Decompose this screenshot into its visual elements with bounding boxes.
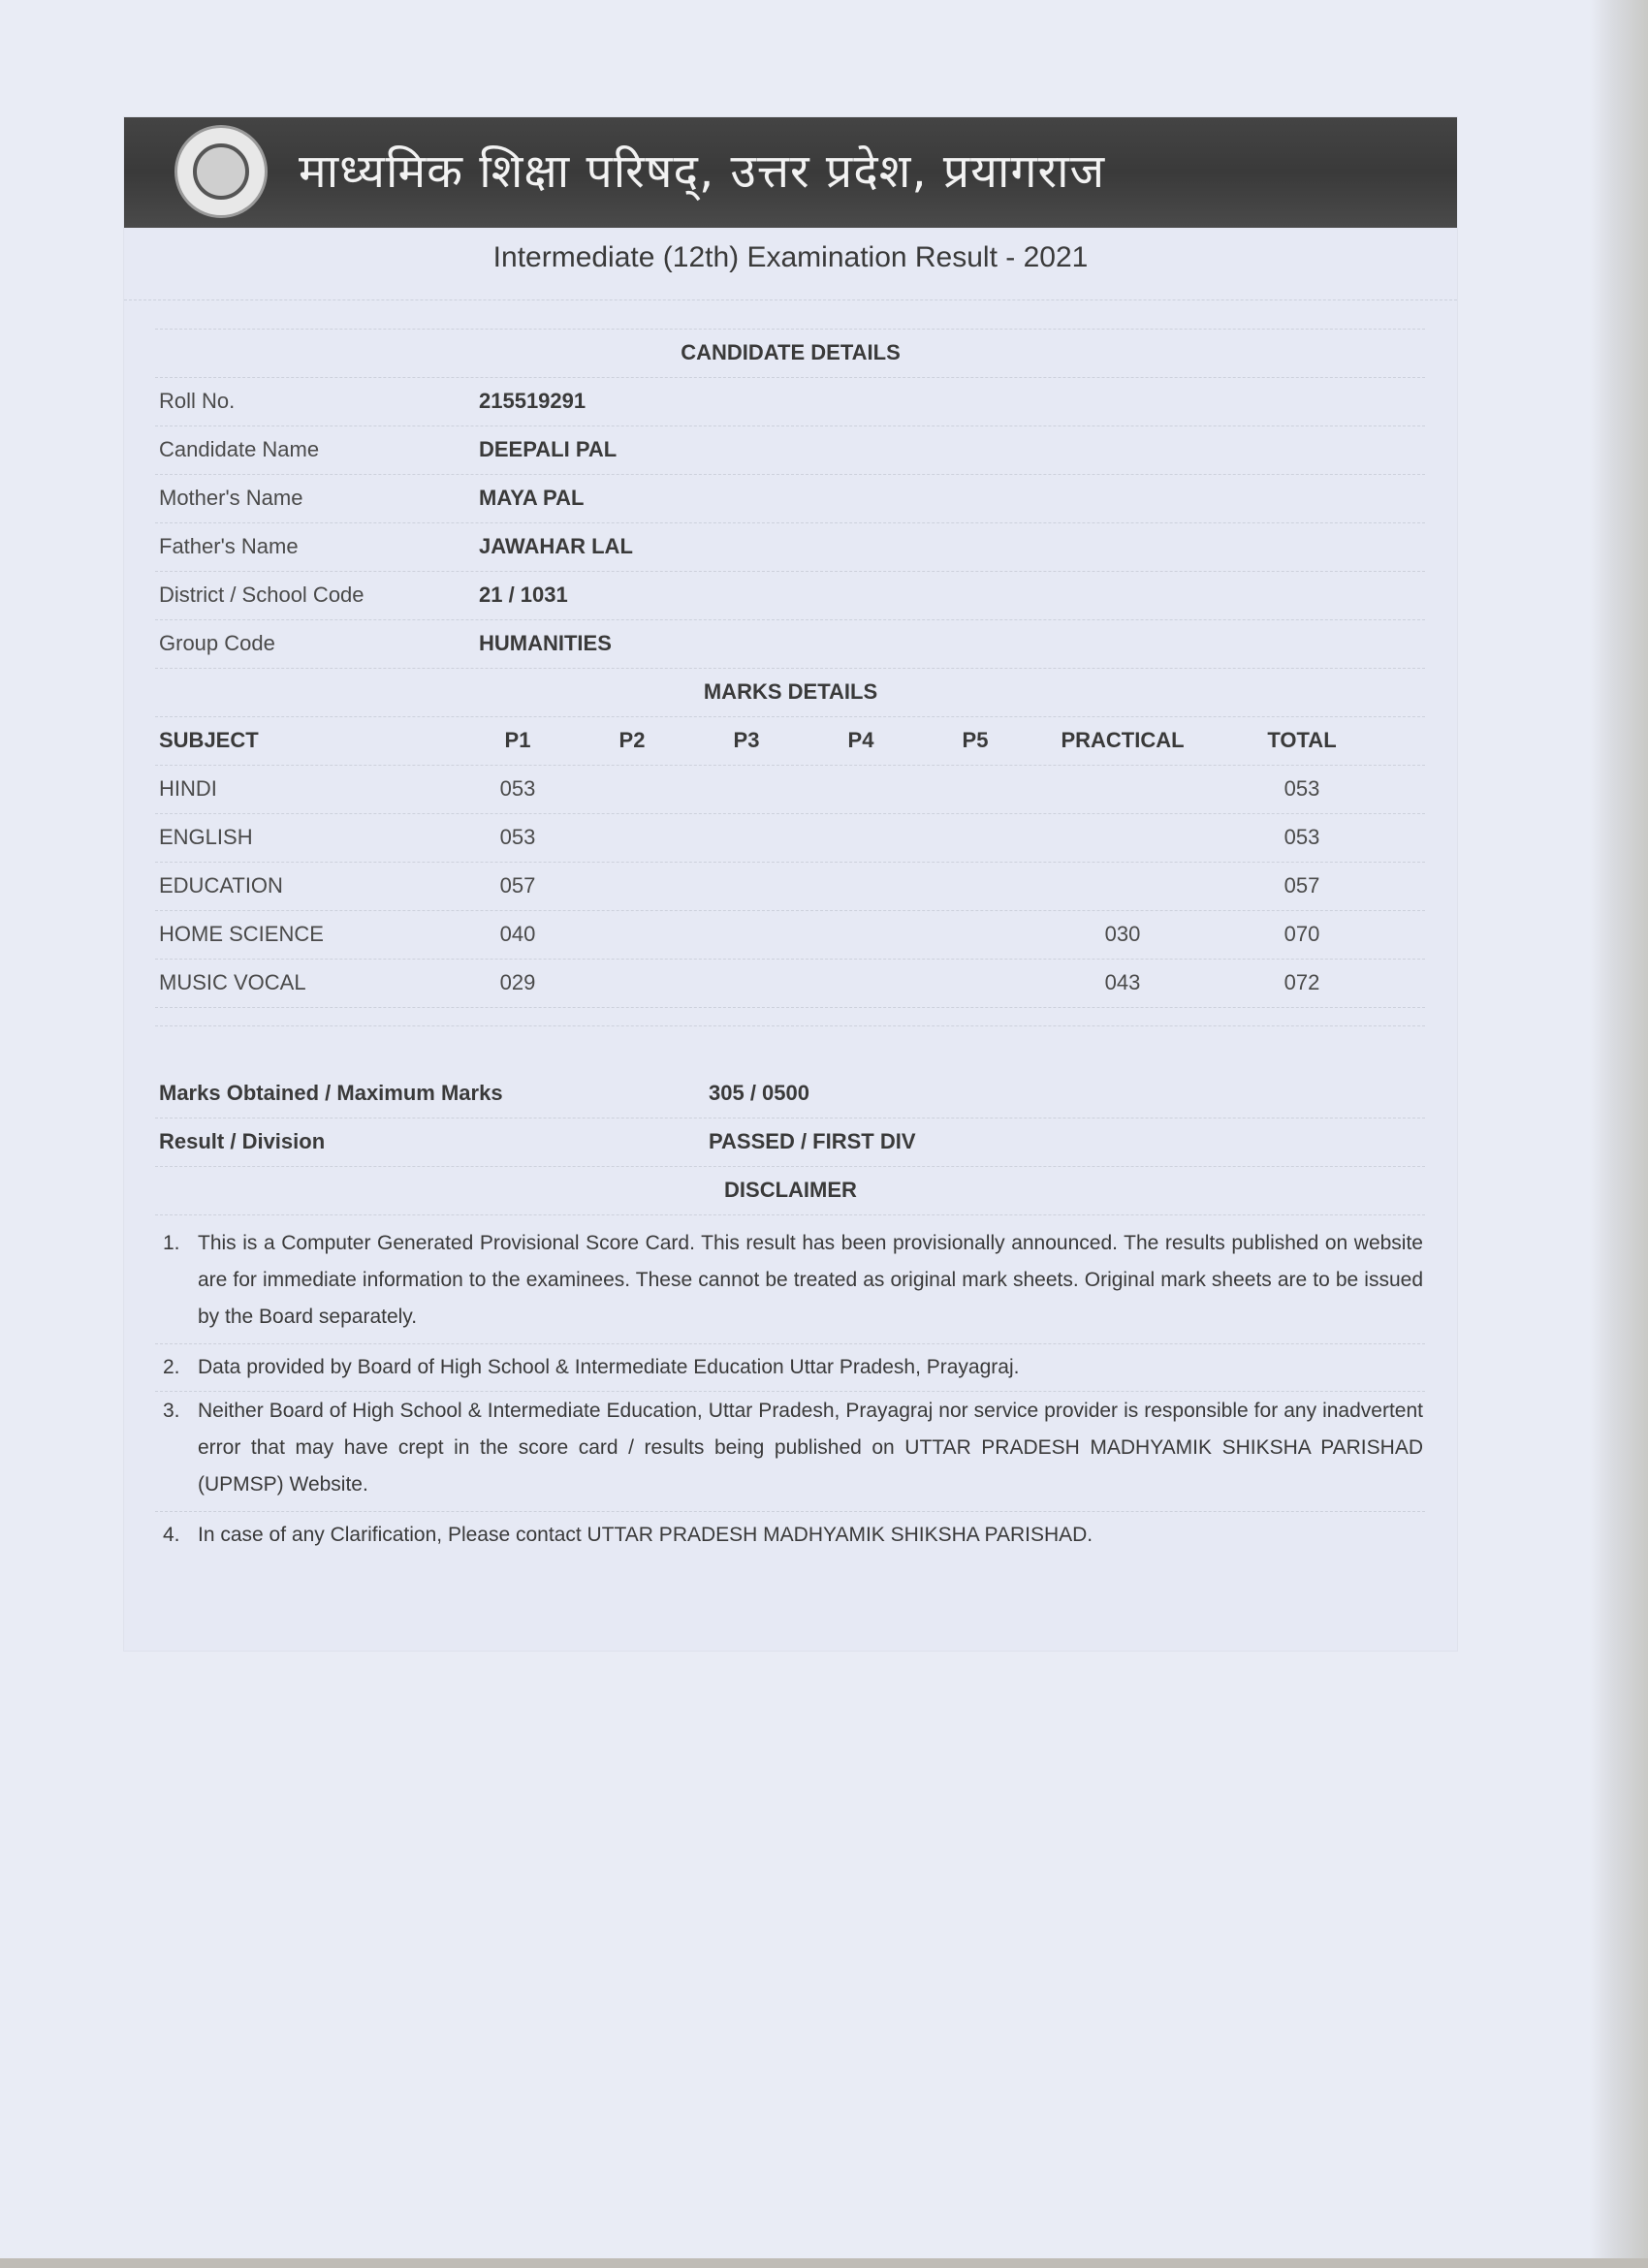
subject-name: HOME SCIENCE xyxy=(159,922,324,946)
column-header-subject: SUBJECT xyxy=(159,728,259,752)
result-division-label: Result / Division xyxy=(159,1129,326,1153)
disclaimer-item xyxy=(163,1349,1423,1386)
divider xyxy=(155,425,1425,426)
p1-mark: 053 xyxy=(499,776,536,801)
divider xyxy=(155,619,1425,620)
divider xyxy=(155,862,1425,863)
board-logo xyxy=(174,125,268,218)
district-school-code-label: District / School Code xyxy=(159,583,364,607)
p1-mark: 040 xyxy=(499,922,536,946)
divider xyxy=(155,910,1425,911)
total-mark: 057 xyxy=(1284,873,1320,898)
disclaimer-item-text: Neither Board of High School & Intermediate Education, Uttar Pradesh, Prayagraj nor service provider is responsible for any inadvertent error that may have crept in the score card / results being published on UTTAR PRADESH MADHYAMIK SHIKSHA PARISHAD (UPMSP) Website. xyxy=(198,1400,1423,1496)
result-sheet xyxy=(123,116,1458,1652)
disclaimer-title: DISCLAIMER xyxy=(724,1178,857,1202)
header-banner xyxy=(124,117,1457,228)
p1-mark: 029 xyxy=(499,970,536,994)
divider xyxy=(155,474,1425,475)
practical-mark: 043 xyxy=(1104,970,1141,994)
divider xyxy=(155,668,1425,669)
roll-no-label: Roll No. xyxy=(159,389,236,413)
subject-name: ENGLISH xyxy=(159,825,253,849)
divider xyxy=(155,813,1425,814)
practical-mark: 030 xyxy=(1104,922,1141,946)
result-division-value: PASSED / FIRST DIV xyxy=(709,1129,916,1153)
candidate-name-value: DEEPALI PAL xyxy=(479,437,618,461)
marks-section-title: MARKS DETAILS xyxy=(703,679,878,704)
divider xyxy=(155,571,1425,572)
p1-mark: 057 xyxy=(499,873,536,898)
divider xyxy=(155,959,1425,960)
divider xyxy=(155,1007,1425,1008)
total-mark: 070 xyxy=(1284,922,1320,946)
total-mark: 053 xyxy=(1284,825,1320,849)
marks-obtained-label: Marks Obtained / Maximum Marks xyxy=(159,1081,503,1105)
board-seal-icon xyxy=(193,143,249,200)
divider xyxy=(155,1511,1425,1512)
group-code-value: HUMANITIES xyxy=(479,631,612,655)
father-name-label: Father's Name xyxy=(159,534,299,558)
column-header-total: TOTAL xyxy=(1267,728,1337,752)
disclaimer-item-number: 1. xyxy=(163,1232,180,1254)
column-header-p1: P1 xyxy=(504,728,531,752)
disclaimer-item-text: Data provided by Board of High School & Intermediate Education Uttar Pradesh, Prayagraj. xyxy=(198,1356,1020,1378)
disclaimer-item-number: 3. xyxy=(163,1400,180,1422)
divider xyxy=(155,1025,1425,1026)
divider xyxy=(155,1166,1425,1167)
disclaimer-item-text: This is a Computer Generated Provisional Score Card. This result has been provisionally announced. The results published on website are for immediate information to the examinees. These cannot be treated as original mark sheets. Original mark sheets are to be issued by the Board separately. xyxy=(198,1232,1423,1328)
disclaimer-item-text: In case of any Clarification, Please contact UTTAR PRADESH MADHYAMIK SHIKSHA PARISHAD. xyxy=(198,1524,1093,1546)
father-name-value: JAWAHAR LAL xyxy=(479,534,633,558)
scan-bottom-edge xyxy=(0,2258,1648,2268)
disclaimer-item xyxy=(163,1225,1423,1336)
divider xyxy=(155,329,1425,330)
p1-mark: 053 xyxy=(499,825,536,849)
scan-edge xyxy=(1590,0,1648,2268)
divider xyxy=(155,716,1425,717)
divider xyxy=(155,522,1425,523)
divider xyxy=(124,299,1457,300)
disclaimer-item-number: 2. xyxy=(163,1356,180,1378)
group-code-label: Group Code xyxy=(159,631,275,655)
divider xyxy=(155,377,1425,378)
column-header-p5: P5 xyxy=(962,728,989,752)
subject-name: EDUCATION xyxy=(159,873,283,898)
disclaimer-item xyxy=(163,1393,1423,1503)
marks-obtained-value: 305 / 0500 xyxy=(709,1081,809,1105)
district-school-code-value: 21 / 1031 xyxy=(479,583,568,607)
total-mark: 072 xyxy=(1284,970,1320,994)
divider xyxy=(155,1391,1425,1392)
total-mark: 053 xyxy=(1284,776,1320,801)
column-header-p2: P2 xyxy=(618,728,646,752)
exam-title: Intermediate (12th) Examination Result - 2021 xyxy=(492,241,1089,273)
mother-name-label: Mother's Name xyxy=(159,486,303,510)
disclaimer-item-number: 4. xyxy=(163,1524,180,1546)
subject-name: MUSIC VOCAL xyxy=(159,970,306,994)
board-name: माध्यमिक शिक्षा परिषद्, उत्तर प्रदेश, प्रयागराज xyxy=(299,144,1106,199)
subject-name: HINDI xyxy=(159,776,217,801)
column-header-p3: P3 xyxy=(733,728,760,752)
divider xyxy=(155,765,1425,766)
divider xyxy=(155,1343,1425,1344)
column-header-practical: PRACTICAL xyxy=(1061,728,1185,752)
divider xyxy=(155,1214,1425,1215)
candidate-section-title: CANDIDATE DETAILS xyxy=(681,340,901,364)
candidate-name-label: Candidate Name xyxy=(159,437,320,461)
roll-no-value: 215519291 xyxy=(479,389,586,413)
disclaimer-item xyxy=(163,1517,1423,1554)
mother-name-value: MAYA PAL xyxy=(479,486,585,510)
column-header-p4: P4 xyxy=(847,728,874,752)
